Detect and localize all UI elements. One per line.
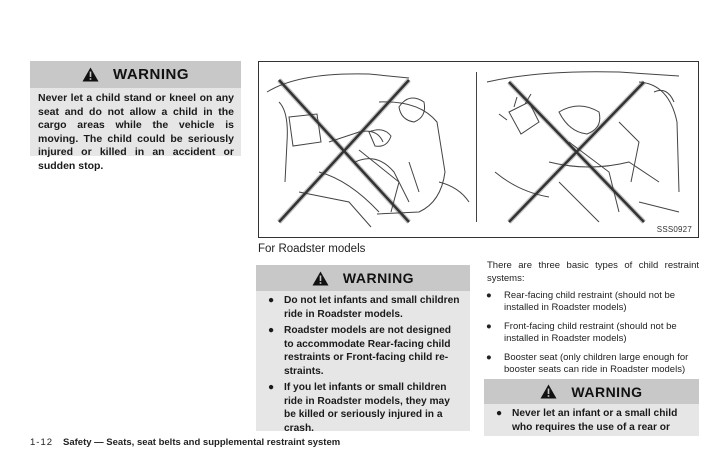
page-number: 1-12 [30,437,54,448]
right-warning-title: WARNING [571,383,643,400]
figure-divider [476,72,477,222]
warning-item: ● Never let an infant or a small child who requires the use of a rear or [496,408,678,433]
warning-triangle-icon [540,384,557,399]
bullet-icon: ● [486,321,492,332]
bullet-icon: ● [268,295,275,306]
list-item: ● Booster seat (only children large enough for booster seats can ride in Roadster models) [486,352,689,375]
warning-item: ● Do not let infants and small children ride in Roadster models. [268,295,460,320]
warning-triangle-icon [82,67,99,82]
restraint-types-list [484,290,699,383]
warning-item: ● If you let infants or small children ride in Roadster models, they may be killed or seriously injured in a crash. [268,382,450,434]
figure-code: SSS0927 [656,225,692,234]
left-warning-title: WARNING [113,66,189,83]
section-title: Safety — Seats, seat belts and supplemental restraint system [63,437,341,448]
figure-illustration [259,62,697,236]
bullet-icon: ● [268,325,275,336]
figure-caption: For Roadster models [258,243,366,255]
page-footer [30,437,340,448]
bullet-icon: ● [486,290,492,301]
child-head-right [559,106,600,134]
intro-text: There are three basic types of child restraint systems: [487,260,699,284]
bullet-icon: ● [486,352,492,363]
seat-back-right [639,82,679,192]
left-warning-header [30,61,241,88]
middle-warning-title: WARNING [342,270,415,286]
middle-warning-body [256,291,470,434]
bullet-icon: ● [268,382,275,393]
list-item: ● Front-facing child restraint (should not be installed in Roadster models) [486,321,677,344]
child-restraint-figure [258,61,699,238]
list-item: ● Rear-facing child restraint (should not be installed in Roadster models) [486,290,676,313]
warning-item: ● Roadster models are not designed to accommodate Rear-facing child restraints or Front-facing child re-straints. [268,325,451,377]
right-warning-header [484,379,699,404]
right-warning-body [484,404,699,436]
warning-triangle-icon [312,271,329,286]
left-warning-text: Never let a child stand or kneel on any seat and do not allow a child in the cargo areas while the vehicle is moving. The child could be seriously injured or killed in an accident or sudden stop. [30,88,241,156]
bullet-icon: ● [496,408,503,419]
middle-warning-header [256,265,470,291]
headrest [399,98,425,122]
